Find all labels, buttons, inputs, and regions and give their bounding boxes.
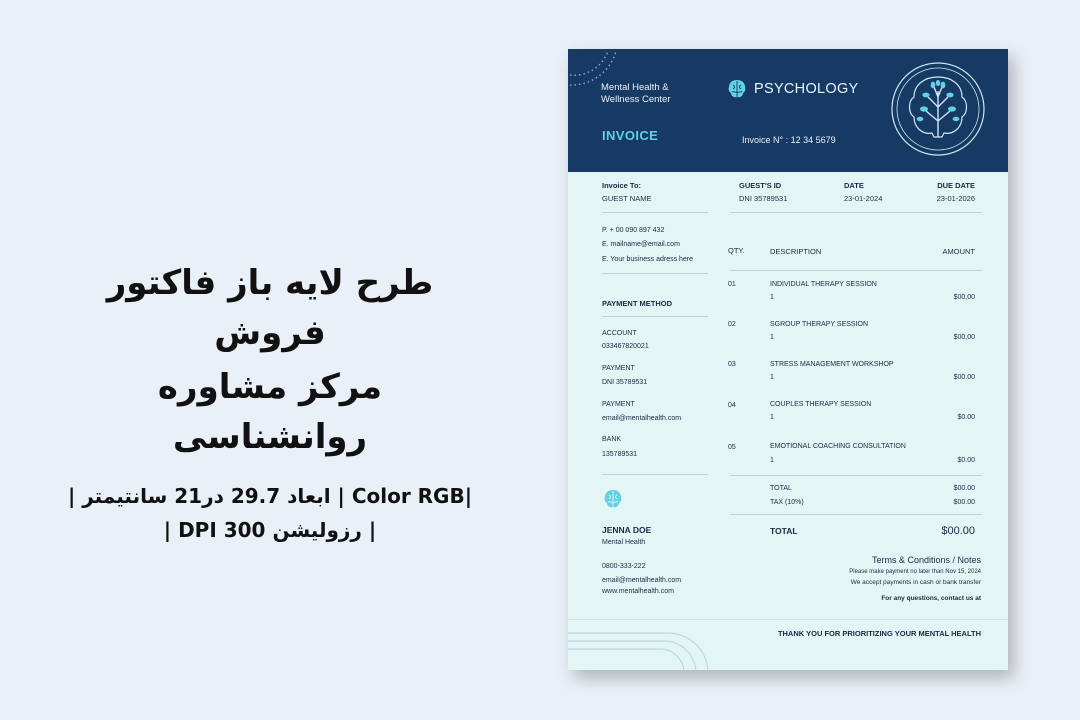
payment-method-title: PAYMENT METHOD — [602, 299, 673, 308]
table-header-qty: QTY. — [728, 246, 745, 255]
date-value: 23-01-2024 — [844, 194, 883, 203]
row-number: 02 — [728, 321, 736, 328]
promo-text-block — [60, 258, 480, 546]
row-number: 03 — [728, 361, 736, 368]
invoice-to-label: Invoice To: — [602, 181, 642, 190]
grand-total-label: TOTAL — [770, 526, 798, 536]
terms-line: Please make payment no later than Nov 15, 2024 — [849, 569, 981, 575]
subtotal-label: TOTAL — [770, 485, 792, 492]
terms-line: We accept payments in cash or bank transfer — [850, 579, 981, 586]
payment-item-label: PAYMENT — [602, 401, 635, 408]
terms-title: Terms & Conditions / Notes — [871, 555, 981, 565]
due-date-label: DUE DATE — [937, 181, 975, 190]
row-number: 05 — [728, 444, 736, 451]
payment-item-value: 135789531 — [602, 451, 638, 458]
tax-value: $00.00 — [953, 499, 975, 506]
billing-email: E. mailname@email.com — [602, 241, 680, 248]
promo-title-line2: مرکز مشاوره روانشناسی — [157, 367, 383, 457]
row-description: STRESS MANAGEMENT WORKSHOP — [770, 361, 894, 368]
billing-address: E. Your business adress here — [602, 256, 694, 263]
row-qty: 1 — [770, 334, 774, 341]
brain-icon — [726, 78, 748, 100]
row-qty: 1 — [770, 294, 774, 301]
invoice-number: Invoice N° : 12 34 5679 — [742, 135, 836, 145]
billing-phone: P. + 00 090 897 432 — [602, 227, 665, 234]
guest-id-value: DNI 35789531 — [739, 194, 788, 203]
arc-decoration — [568, 627, 708, 670]
due-date-value: 23-01-2026 — [936, 194, 975, 203]
row-number: 04 — [728, 402, 736, 409]
payment-item-value: DNI 35789531 — [602, 379, 648, 386]
invoice-title: INVOICE — [602, 128, 659, 143]
row-amount: $00,00 — [953, 294, 975, 301]
divider — [730, 514, 982, 515]
tree-brain-emblem-icon — [890, 61, 986, 157]
divider — [602, 474, 708, 475]
center-name-line1: Mental Health & — [601, 82, 669, 93]
payment-item-value: email@mentalhealth.com — [602, 415, 682, 422]
invoice-header — [568, 49, 1008, 172]
divider — [730, 270, 982, 271]
divider — [602, 212, 708, 213]
psychology-logo — [726, 78, 859, 100]
guest-id-label: GUEST'S ID — [739, 181, 782, 190]
divider — [602, 273, 708, 274]
contact-role: Mental Health — [602, 539, 646, 546]
promo-title-line1: طرح لایه باز فاکتور فروش — [106, 263, 434, 353]
contact-email: email@mentalhealth.com — [602, 577, 682, 584]
row-amount: $0.00 — [957, 457, 975, 464]
subtotal-value: $00.00 — [953, 485, 975, 492]
date-label: DATE — [844, 181, 864, 190]
promo-resolution-line: | رزولیشن DPI 300 | — [163, 518, 377, 542]
terms-contact-line: For any questions, contact us at — [881, 595, 981, 602]
row-amount: $00,00 — [953, 334, 975, 341]
row-qty: 1 — [770, 414, 774, 421]
contact-website: www.mentalhealth.com — [602, 588, 674, 595]
contact-name: JENNA DOE — [602, 525, 652, 535]
payment-item-label: ACCOUNT — [602, 330, 637, 337]
row-description: SGROUP THERAPY SESSION — [770, 321, 869, 328]
center-name — [601, 82, 721, 106]
guest-name: GUEST NAME — [602, 194, 652, 203]
row-qty: 1 — [770, 374, 774, 381]
row-amount: $0.00 — [957, 414, 975, 421]
logo-text: PSYCHOLOGY — [754, 81, 859, 97]
payment-item-label: BANK — [602, 436, 622, 443]
divider — [730, 475, 982, 476]
table-header-description: DESCRIPTION — [770, 247, 822, 256]
row-number: 01 — [728, 281, 736, 288]
thank-you-footer: THANK YOU FOR PRIORITIZING YOUR MENTAL HEALTH — [777, 629, 981, 638]
brain-icon — [602, 487, 624, 511]
center-name-line2: Wellness Center — [601, 94, 671, 105]
contact-phone: 0800-333-222 — [602, 563, 646, 570]
payment-item-label: PAYMENT — [602, 365, 635, 372]
invoice-page — [568, 49, 1008, 670]
tax-label: TAX (10%) — [770, 499, 804, 506]
row-qty: 1 — [770, 457, 774, 464]
table-header-amount: AMOUNT — [942, 247, 975, 256]
divider — [602, 316, 708, 317]
row-description: INDIVIDUAL THERAPY SESSION — [770, 281, 877, 288]
payment-item-value: 033467820021 — [602, 343, 649, 350]
promo-specs-line: |Color RGB | ابعاد 29.7 در21 سانتیمتر | — [67, 484, 473, 508]
footer-divider — [568, 619, 1008, 620]
grand-total-value: $00.00 — [941, 525, 975, 537]
row-amount: $00.00 — [953, 374, 975, 381]
divider — [730, 212, 982, 213]
row-description: COUPLES THERAPY SESSION — [770, 401, 872, 408]
row-description: EMOTIONAL COACHING CONSULTATION — [770, 443, 906, 450]
